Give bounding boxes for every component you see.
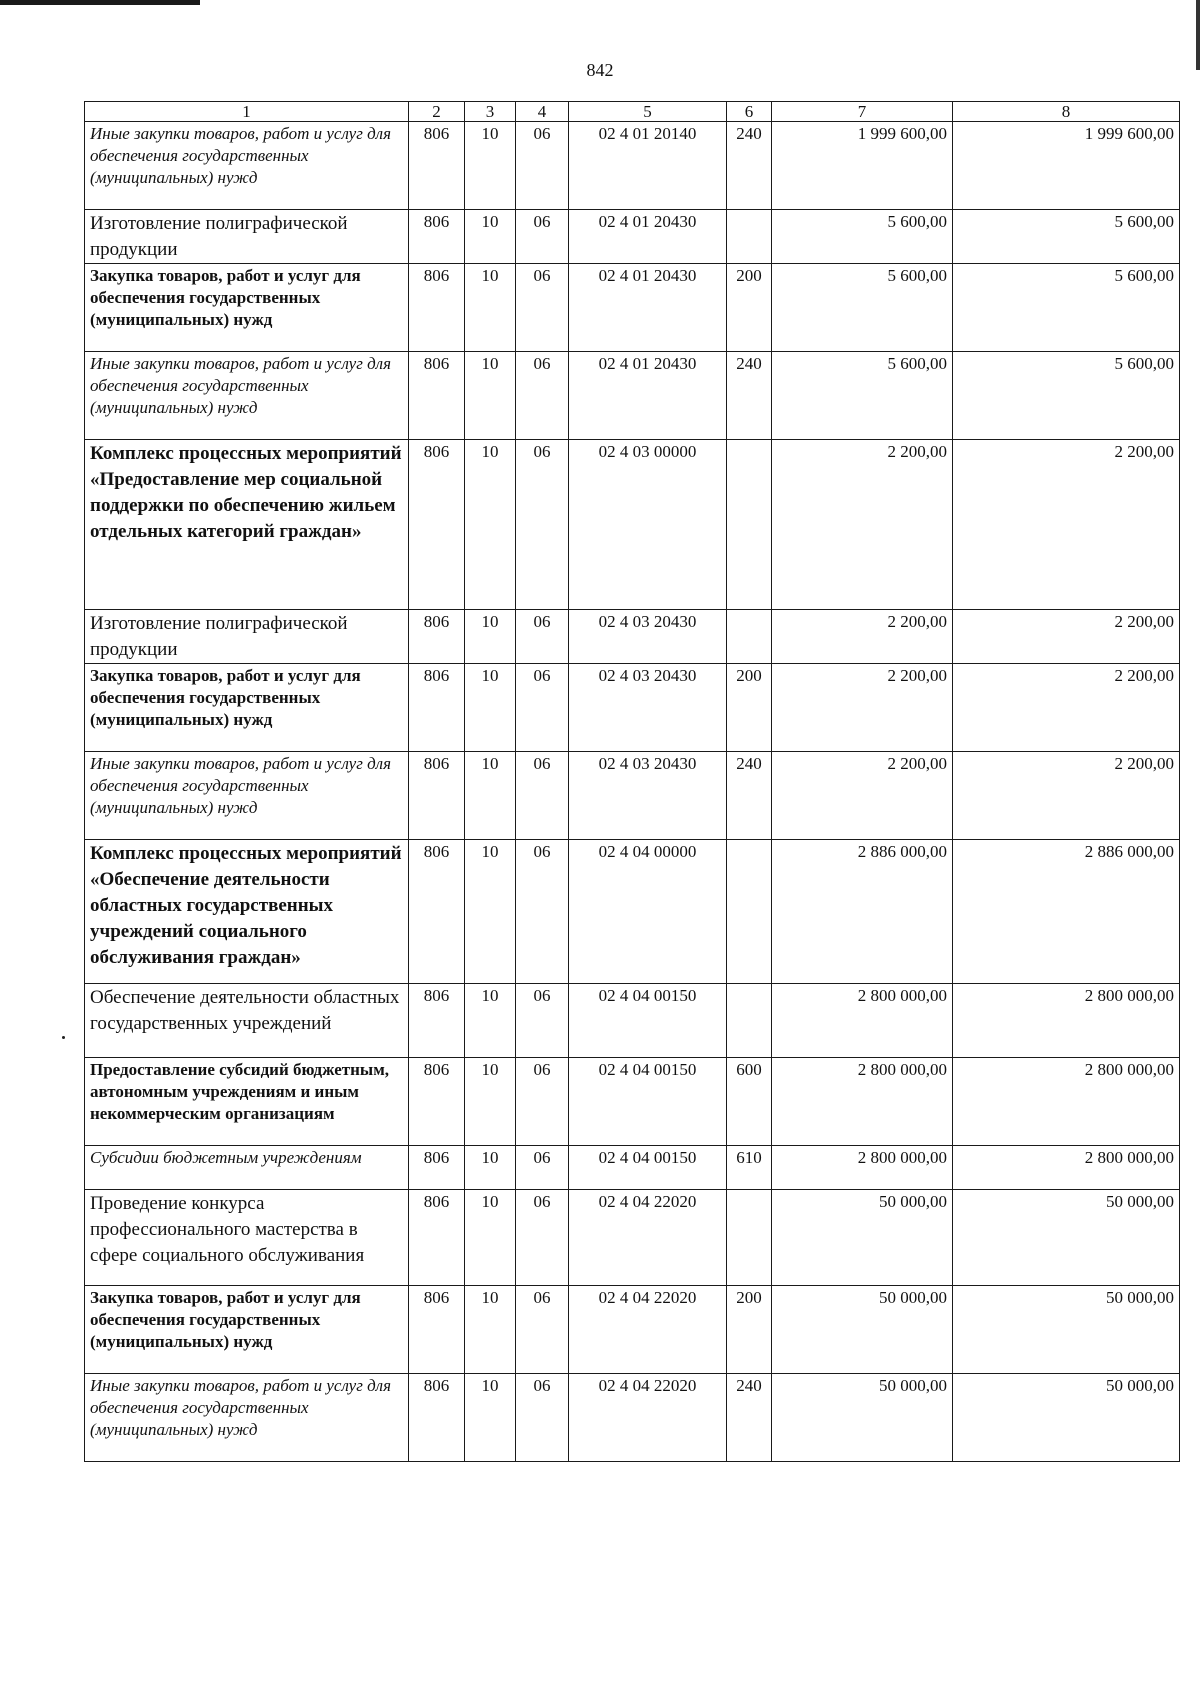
row-col5-cell: 02 4 01 20430 <box>569 352 727 440</box>
row-col2-cell: 806 <box>409 352 465 440</box>
row-col7-amount-cell: 50 000,00 <box>772 1374 953 1462</box>
row-col4-cell: 06 <box>516 840 569 984</box>
row-col2-cell: 806 <box>409 440 465 610</box>
row-col4-cell: 06 <box>516 664 569 752</box>
row-col2-cell: 806 <box>409 1058 465 1146</box>
row-col8-amount-cell: 5 600,00 <box>953 352 1180 440</box>
row-col6-cell <box>727 610 772 664</box>
row-col8-amount-cell: 2 886 000,00 <box>953 840 1180 984</box>
row-col4-cell: 06 <box>516 610 569 664</box>
header-cell: 7 <box>772 102 953 122</box>
row-col6-cell: 240 <box>727 122 772 210</box>
row-col7-amount-cell: 5 600,00 <box>772 264 953 352</box>
table-row <box>85 1146 1180 1190</box>
row-col2-cell: 806 <box>409 1190 465 1286</box>
row-col3-cell: 10 <box>465 210 516 264</box>
row-col4-cell: 06 <box>516 752 569 840</box>
header-cell: 5 <box>569 102 727 122</box>
table-row <box>85 1190 1180 1286</box>
row-name-cell: Иные закупки товаров, работ и услуг для обеспечения государственных (муниципальных) нужд <box>85 752 409 840</box>
row-col5-cell: 02 4 04 00150 <box>569 984 727 1058</box>
row-col2-cell: 806 <box>409 610 465 664</box>
table-row <box>85 1286 1180 1374</box>
row-col6-cell: 200 <box>727 264 772 352</box>
table-row <box>85 1058 1180 1146</box>
row-col3-cell: 10 <box>465 440 516 610</box>
row-col8-amount-cell: 2 200,00 <box>953 752 1180 840</box>
row-col3-cell: 10 <box>465 610 516 664</box>
row-col6-cell: 200 <box>727 664 772 752</box>
row-col8-amount-cell: 5 600,00 <box>953 264 1180 352</box>
row-name-cell: Комплекс процессных мероприятий «Обеспечение деятельности областных государственных учреждений социального обслуживания граждан» <box>85 840 409 984</box>
row-col8-amount-cell: 5 600,00 <box>953 210 1180 264</box>
table-row <box>85 1374 1180 1462</box>
row-col4-cell: 06 <box>516 352 569 440</box>
row-col6-cell <box>727 984 772 1058</box>
row-col4-cell: 06 <box>516 984 569 1058</box>
budget-table <box>84 101 1180 1462</box>
row-col7-amount-cell: 50 000,00 <box>772 1286 953 1374</box>
row-name-cell: Субсидии бюджетным учреждениям <box>85 1146 409 1190</box>
row-col6-cell: 610 <box>727 1146 772 1190</box>
row-col8-amount-cell: 2 800 000,00 <box>953 1058 1180 1146</box>
row-col5-cell: 02 4 04 22020 <box>569 1286 727 1374</box>
row-name-cell: Комплекс процессных мероприятий «Предоставление мер социальной поддержки по обеспечению жильем отдельных категорий граждан» <box>85 440 409 610</box>
header-cell: 1 <box>85 102 409 122</box>
row-col4-cell: 06 <box>516 1058 569 1146</box>
row-col3-cell: 10 <box>465 1058 516 1146</box>
row-col3-cell: 10 <box>465 840 516 984</box>
table-row <box>85 664 1180 752</box>
header-cell: 6 <box>727 102 772 122</box>
table-row <box>85 752 1180 840</box>
table-row <box>85 984 1180 1058</box>
row-col6-cell: 200 <box>727 1286 772 1374</box>
row-col4-cell: 06 <box>516 264 569 352</box>
row-col8-amount-cell: 2 200,00 <box>953 664 1180 752</box>
row-col6-cell: 600 <box>727 1058 772 1146</box>
table-row <box>85 264 1180 352</box>
row-col7-amount-cell: 2 200,00 <box>772 664 953 752</box>
table-row <box>85 210 1180 264</box>
row-col2-cell: 806 <box>409 984 465 1058</box>
row-name-cell: Проведение конкурса профессионального мастерства в сфере социального обслуживания <box>85 1190 409 1286</box>
row-name-cell: Закупка товаров, работ и услуг для обеспечения государственных (муниципальных) нужд <box>85 664 409 752</box>
row-col4-cell: 06 <box>516 210 569 264</box>
row-col6-cell: 240 <box>727 1374 772 1462</box>
row-col8-amount-cell: 2 200,00 <box>953 440 1180 610</box>
row-col8-amount-cell: 2 200,00 <box>953 610 1180 664</box>
row-col4-cell: 06 <box>516 1190 569 1286</box>
row-col8-amount-cell: 50 000,00 <box>953 1374 1180 1462</box>
row-col7-amount-cell: 5 600,00 <box>772 352 953 440</box>
row-name-cell: Предоставление субсидий бюджетным, автономным учреждениям и иным некоммерческим организациям <box>85 1058 409 1146</box>
row-col5-cell: 02 4 04 00150 <box>569 1146 727 1190</box>
row-col3-cell: 10 <box>465 1146 516 1190</box>
row-col6-cell: 240 <box>727 352 772 440</box>
row-col4-cell: 06 <box>516 1374 569 1462</box>
row-col4-cell: 06 <box>516 122 569 210</box>
table-body <box>85 102 1180 1462</box>
row-col3-cell: 10 <box>465 352 516 440</box>
scan-right-edge <box>1196 0 1200 70</box>
row-col5-cell: 02 4 04 22020 <box>569 1190 727 1286</box>
row-col5-cell: 02 4 01 20430 <box>569 264 727 352</box>
row-col5-cell: 02 4 04 00150 <box>569 1058 727 1146</box>
row-col7-amount-cell: 2 200,00 <box>772 610 953 664</box>
header-cell: 8 <box>953 102 1180 122</box>
row-col7-amount-cell: 1 999 600,00 <box>772 122 953 210</box>
table-header-row <box>85 102 1180 122</box>
row-col7-amount-cell: 2 200,00 <box>772 440 953 610</box>
row-col2-cell: 806 <box>409 664 465 752</box>
row-col5-cell: 02 4 03 20430 <box>569 664 727 752</box>
row-col3-cell: 10 <box>465 1190 516 1286</box>
table-row <box>85 352 1180 440</box>
row-name-cell: Закупка товаров, работ и услуг для обеспечения государственных (муниципальных) нужд <box>85 264 409 352</box>
row-name-cell: Обеспечение деятельности областных государственных учреждений <box>85 984 409 1058</box>
row-name-cell: Закупка товаров, работ и услуг для обеспечения государственных (муниципальных) нужд <box>85 1286 409 1374</box>
row-col7-amount-cell: 2 886 000,00 <box>772 840 953 984</box>
row-col2-cell: 806 <box>409 1286 465 1374</box>
scan-speck <box>62 1036 65 1039</box>
row-col5-cell: 02 4 04 22020 <box>569 1374 727 1462</box>
row-name-cell: Иные закупки товаров, работ и услуг для обеспечения государственных (муниципальных) нужд <box>85 1374 409 1462</box>
row-col8-amount-cell: 50 000,00 <box>953 1190 1180 1286</box>
row-name-cell: Изготовление полиграфической продукции <box>85 610 409 664</box>
row-col3-cell: 10 <box>465 1286 516 1374</box>
row-col3-cell: 10 <box>465 122 516 210</box>
row-col3-cell: 10 <box>465 1374 516 1462</box>
row-col3-cell: 10 <box>465 984 516 1058</box>
row-col8-amount-cell: 1 999 600,00 <box>953 122 1180 210</box>
row-name-cell: Иные закупки товаров, работ и услуг для обеспечения государственных (муниципальных) нужд <box>85 122 409 210</box>
row-col8-amount-cell: 2 800 000,00 <box>953 1146 1180 1190</box>
row-col4-cell: 06 <box>516 440 569 610</box>
scan-edge-mark <box>0 0 200 5</box>
row-col6-cell <box>727 1190 772 1286</box>
row-col5-cell: 02 4 03 00000 <box>569 440 727 610</box>
row-col8-amount-cell: 2 800 000,00 <box>953 984 1180 1058</box>
row-col7-amount-cell: 2 800 000,00 <box>772 1058 953 1146</box>
header-cell: 2 <box>409 102 465 122</box>
row-col7-amount-cell: 5 600,00 <box>772 210 953 264</box>
row-col8-amount-cell: 50 000,00 <box>953 1286 1180 1374</box>
row-name-cell: Иные закупки товаров, работ и услуг для обеспечения государственных (муниципальных) нужд <box>85 352 409 440</box>
table-row <box>85 122 1180 210</box>
row-col2-cell: 806 <box>409 1146 465 1190</box>
table-row <box>85 440 1180 610</box>
row-name-cell: Изготовление полиграфической продукции <box>85 210 409 264</box>
row-col7-amount-cell: 50 000,00 <box>772 1190 953 1286</box>
table-row <box>85 840 1180 984</box>
row-col2-cell: 806 <box>409 122 465 210</box>
row-col6-cell <box>727 210 772 264</box>
row-col5-cell: 02 4 04 00000 <box>569 840 727 984</box>
table-row <box>85 610 1180 664</box>
row-col5-cell: 02 4 03 20430 <box>569 752 727 840</box>
row-col3-cell: 10 <box>465 264 516 352</box>
row-col6-cell <box>727 840 772 984</box>
row-col7-amount-cell: 2 800 000,00 <box>772 1146 953 1190</box>
row-col7-amount-cell: 2 800 000,00 <box>772 984 953 1058</box>
row-col4-cell: 06 <box>516 1286 569 1374</box>
row-col7-amount-cell: 2 200,00 <box>772 752 953 840</box>
row-col3-cell: 10 <box>465 752 516 840</box>
row-col2-cell: 806 <box>409 210 465 264</box>
row-col5-cell: 02 4 01 20140 <box>569 122 727 210</box>
header-cell: 4 <box>516 102 569 122</box>
row-col4-cell: 06 <box>516 1146 569 1190</box>
row-col5-cell: 02 4 01 20430 <box>569 210 727 264</box>
header-cell: 3 <box>465 102 516 122</box>
row-col5-cell: 02 4 03 20430 <box>569 610 727 664</box>
row-col2-cell: 806 <box>409 840 465 984</box>
row-col2-cell: 806 <box>409 1374 465 1462</box>
page-number: 842 <box>586 60 614 80</box>
row-col2-cell: 806 <box>409 264 465 352</box>
row-col3-cell: 10 <box>465 664 516 752</box>
row-col6-cell <box>727 440 772 610</box>
row-col2-cell: 806 <box>409 752 465 840</box>
row-col6-cell: 240 <box>727 752 772 840</box>
